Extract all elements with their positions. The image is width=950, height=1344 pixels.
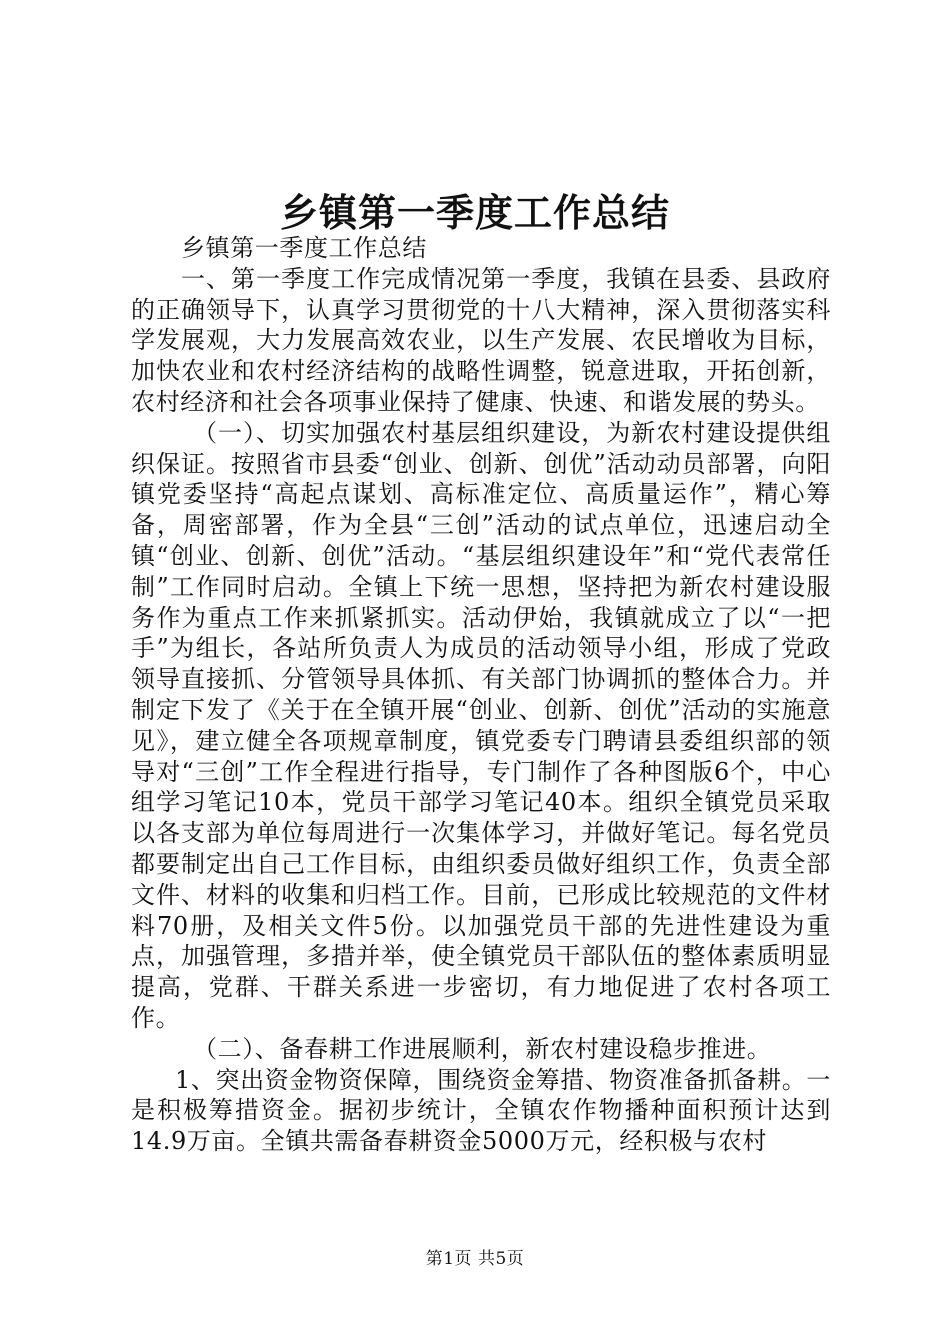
paragraph-section-two-heading: （二）、备春耕工作进展顺利，新农村建设稳步推进。 <box>193 1034 772 1063</box>
document-title: 乡镇第一季度工作总结 <box>279 191 670 235</box>
paragraph-section-one: （一）、切实加强农村基层组织建设，为新农村建设提供组织保证。按照省市县委“创业、创新、创优”活动动员部署，向阳镇党委坚持“高起点谋划、高标准定位、高质量运作”，精心筹备，周密部署，作为全县“三创”活动的试点单位，迅速启动全镇“创业、创新、创优”活动。“基层组织建设年”和“党代表常任制”工作同时启动。全镇上下统一思想，坚持把为新农村建设服务作为重点工作来抓紧抓实。活动伊始，我镇就成立了以“一把手”为组长，各站所负责人为成员的活动领导小组，形成了党政领导直接抓、分管领导具体抓、有关部门协调抓的整体合力。并制定下发了《关于在全镇开展“创业、创新、创优”活动的实施意见》，建立健全各项规章制度，镇党委专门聘请县委组织部的领导对“三创”工作全程进行指导，专门制作了各种图版6个，中心组学习笔记10本，党员干部学习笔记40本。组织全镇党员采取以各支部为单位每周进行一次集体学习，并做好笔记。每名党员都要制定出自己工作目标，由组织委员做好组织工作，负责全部文件、材料的收集和归档工作。目前，已形成比较规范的文件材料70册，及相关文件5份。以加强党员干部的先进性建设为重点，加强管理，多措并举，使全镇党员干部队伍的整体素质明显提高，党群、干群关系进一步密切，有力地促进了农村各项工作。 <box>131 418 831 1032</box>
paragraph-subtitle: 乡镇第一季度工作总结 <box>181 234 427 262</box>
paragraph-overview: 一、第一季度工作完成情况第一季度，我镇在县委、县政府的正确领导下，认真学习贯彻党的十八大精神，深入贯彻落实科学发展观，大力发展高效农业，以生产发展、农民增收为目标，加快农业和农村经济结构的战略性调整，锐意进取，开拓创新，农村经济和社会各项事业保持了健康、快速、和谐发展的势头。 <box>131 264 831 416</box>
paragraph-item-one: 1、突出资金物资保障，围绕资金筹措、物资准备抓备耕。一是积极筹措资金。据初步统计，全镇农作物播种面积预计达到14.9万亩。全镇共需备春耕资金5000万元，经积极与农村 <box>131 1065 831 1156</box>
page-number-footer: 第1页 共5页 <box>425 1249 525 1269</box>
document-body <box>131 233 831 1157</box>
